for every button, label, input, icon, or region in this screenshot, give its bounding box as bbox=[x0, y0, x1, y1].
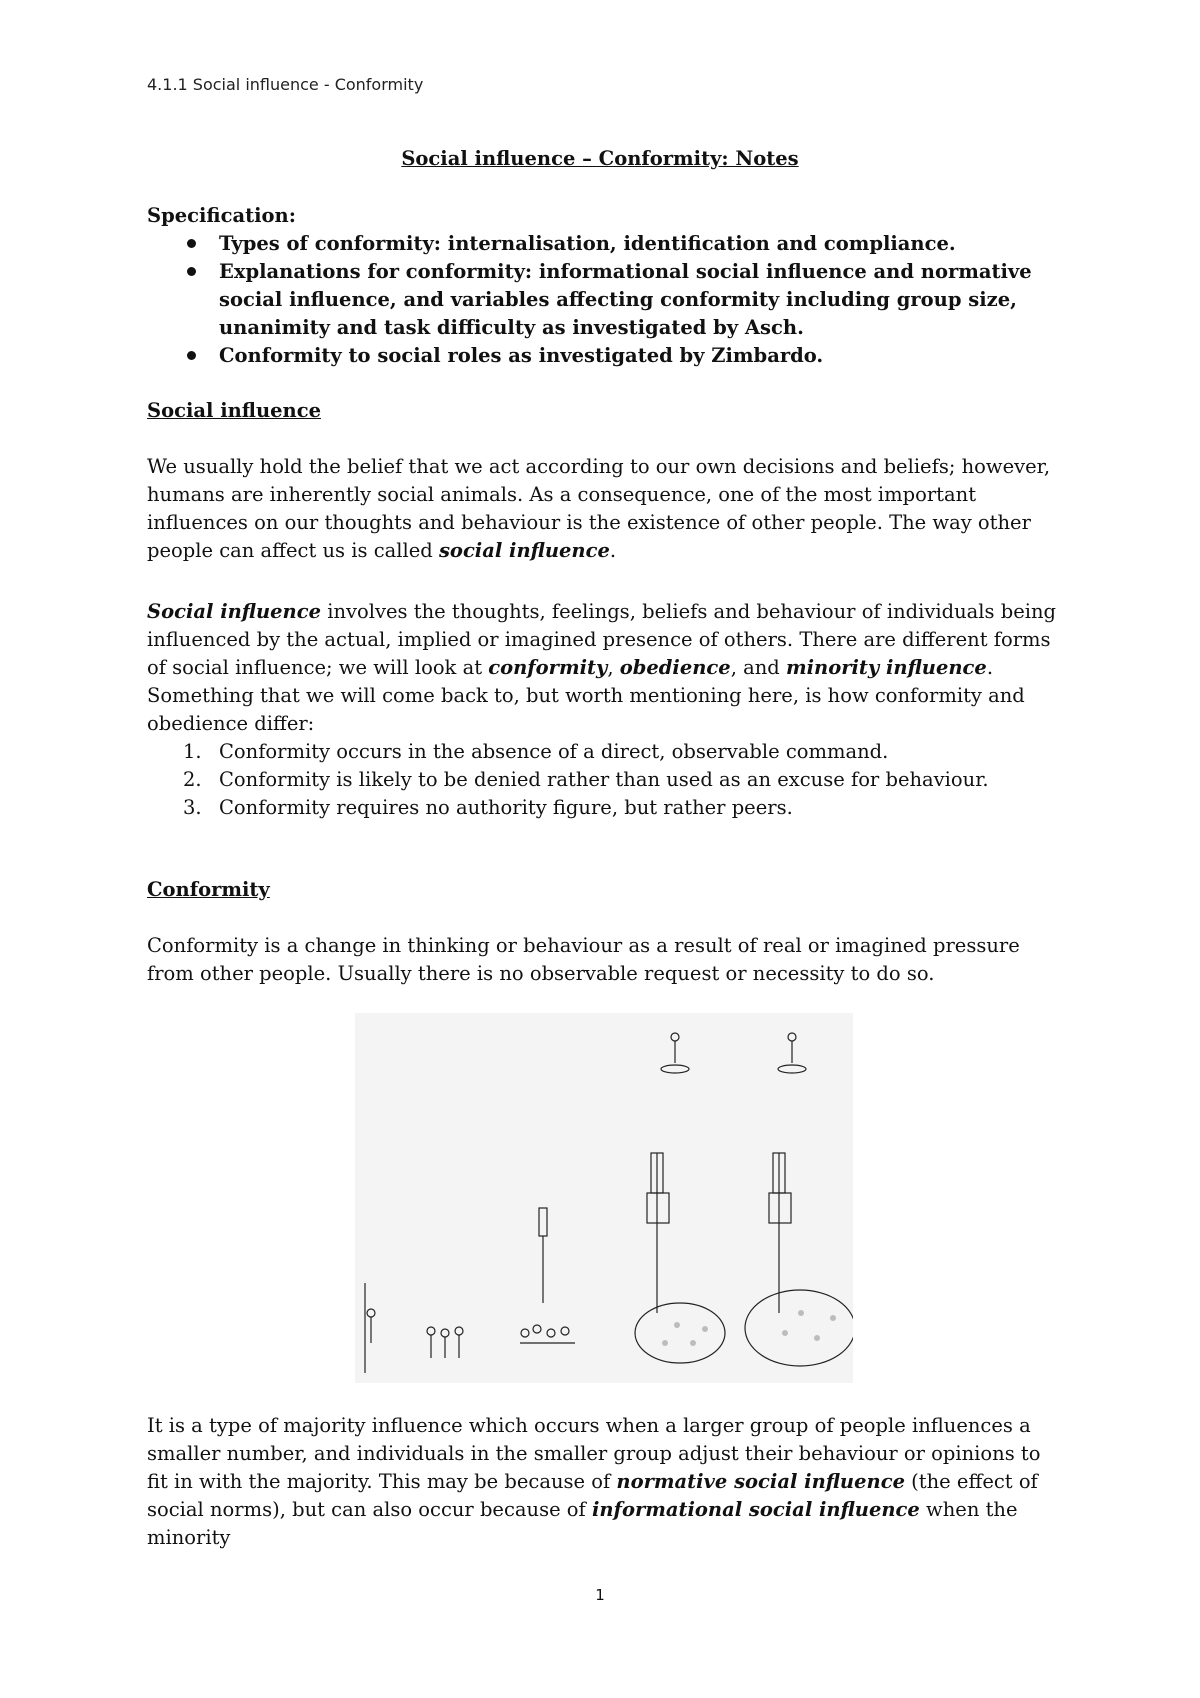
term-normative-social-influence: normative social influence bbox=[616, 1470, 905, 1493]
list-item: 3. Conformity requires no authority figure, but rather peers. bbox=[183, 796, 793, 819]
social-influence-heading: Social influence bbox=[147, 399, 322, 422]
term-minority-influence: minority influence bbox=[785, 656, 987, 679]
spec-item: Types of conformity: internalisation, identification and compliance. bbox=[219, 230, 1067, 258]
list-item: 2. Conformity is likely to be denied rather than used as an excuse for behaviour. bbox=[183, 768, 989, 791]
term-social-influence-2: Social influence bbox=[147, 600, 322, 623]
cartoon-illustration bbox=[355, 1013, 853, 1383]
conformity-paragraph-1: Conformity is a change in thinking or behaviour as a result of real or imagined pressure from other people. Usually there is no observable request or necessity to do so. bbox=[147, 934, 1020, 985]
conformity-paragraph-2: It is a type of majority influence which occurs when a larger group of people influences a smaller number, and individuals in the smaller group adjust their behaviour or opinions to fit in with the majority. This may be because of normative social influence (the effect of social norms), but can also occur because of informational social influence when the minority bbox=[147, 1414, 1041, 1549]
term-obedience: obedience bbox=[619, 656, 731, 679]
social-influence-paragraph-1: We usually hold the belief that we act according to our own decisions and beliefs; however, humans are inherently social animals. As a consequence, one of the most important influences on our thoughts and behaviour is the existence of other people. The way other people can affect us is called social influence. bbox=[147, 455, 1051, 562]
spec-item: Conformity to social roles as investigated by Zimbardo. bbox=[219, 342, 1067, 370]
term-conformity: conformity bbox=[488, 656, 608, 679]
running-header: 4.1.1 Social influence - Conformity bbox=[147, 75, 424, 94]
term-social-influence: social influence bbox=[438, 539, 610, 562]
document-title: Social influence – Conformity: Notes bbox=[401, 147, 799, 170]
specification-list bbox=[147, 230, 1067, 370]
social-influence-paragraph-2: Social influence involves the thoughts, feelings, beliefs and behaviour of individuals being influenced by the actual, implied or imagined presence of others. There are different forms of social influence; we will look at conformity, obedience, and minority influence. Something that we will come back to, but worth mentioning here, is how conformity and obedience differ: bbox=[147, 600, 1057, 735]
specification-label: Specification: bbox=[147, 204, 296, 227]
term-informational-social-influence: informational social influence bbox=[591, 1498, 920, 1521]
conformity-cartoon-image bbox=[355, 1013, 853, 1383]
list-item: 1. Conformity occurs in the absence of a direct, observable command. bbox=[183, 740, 889, 763]
spec-item: Explanations for conformity: informational social influence and normative social influence, and variables affecting conformity including group size, unanimity and task difficulty as investigated by Asch. bbox=[219, 258, 1067, 342]
conformity-heading: Conformity bbox=[147, 878, 270, 901]
differences-list bbox=[147, 738, 1067, 822]
page-number: 1 bbox=[595, 1586, 605, 1604]
